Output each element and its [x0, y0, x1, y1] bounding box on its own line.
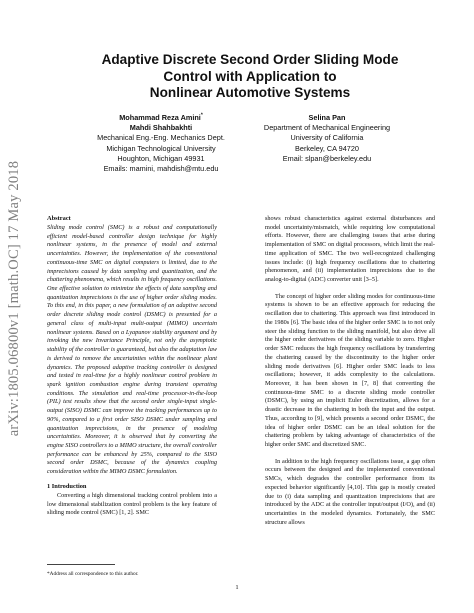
author-name-line	[86, 113, 236, 123]
author-block-berkeley	[257, 113, 397, 164]
author-block-mtu	[86, 113, 236, 174]
paper-title	[60, 52, 440, 102]
left-column	[47, 215, 217, 518]
author-email: Emails: mamini, mahdish@mtu.edu	[103, 164, 219, 174]
body-paragraph: The concept of higher order sliding modes for continuous-time systems is shown to be an effective approach for reducing the oscillation due to chattering. This approach was first introduced in the 1980s [6]. The basic idea of the higher order SMC is to not only steer the sliding function to the sliding manifold, but also drive all the higher order derivatives of the sliding variable to zero. Higher order SMC reduces the high frequency oscillations by transferring the chattering caused by the discontinuity to the higher order sliding mode derivatives [6]. Higher order SMC leads to less oscillations; however, it adds complexity to the calculations. Moreover, it has been shown in [7, 8] that converting the continuous-time SMC to a discrete sliding mode controller (DSMC), by using an implicit Euler discretization, allows for a drastic decrease in the chattering in both the input and the output. Thus, according to [9], which presents a second order DSMC, the idea of higher order DSMC can be an ideal solution for the chattering problem by taking advantage of characteristics of the higher order SMC and discretized SMC.	[265, 292, 435, 448]
abstract-text: Sliding mode control (SMC) is a robust and computationally efficient model-based controller design technique for highly nonlinear systems, in the presence of model and external uncertainties. However, the implementation of the conventional continuous-time SMC on digital computers is limited, due to the imprecisions caused by data sampling and quantization, and the chattering phenomena, which results in high frequency oscillations. One effective solution to minimize the effects of data sampling and quantization imprecisions is the use of higher order sliding modes. To this end, in this paper, a new formulation of an adaptive second order discrete sliding mode control (DSMC) is presented for a general class of multi-input multi-output (MIMO) uncertain nonlinear systems. Based on a Lyapunov stability argument and by invoking the new Invariance Principle, not only the asymptotic stability of the controller is guaranteed, but also the adaptation law is derived to remove the uncertainties within the nonlinear plant dynamics. The proposed adaptive tracking controller is designed and tested in real-time for a highly nonlinear control problem in spark ignition combustion engine during transient operating conditions. The simulation and real-time processor-in-the-loop (PIL) test results show that the second order single-input single-output (SISO) DSMC can improve the tracking performances up to 90%, compared to a first order SISO DSMC under sampling and quantization imprecisions, in the presence of modeling uncertainties. Moreover, it is observed that by converting the engine SISO controllers to a MIMO structure, the overall controller performance can be enhanced by 25%, compared to the SISO second order DSMC, because of the dynamics coupling consideration within the MIMO DSMC formulation.	[47, 224, 217, 476]
affiliation-line: Michigan Technological University	[106, 143, 216, 153]
body-paragraph: In addition to the high frequency oscillations issue, a gap often occurs between the designed and the implemented conventional SMCs, which degrades the controller performance from its expected behavior significantly [4,10]. This gap is mostly created due to (i) data sampling and quantization imprecisions that are introduced by the ADC at the controller input/output (I/O), and (ii) uncertainties in the modeled dynamics. Fortunately, the SMC structure allows	[265, 457, 435, 526]
arxiv-id: arXiv:1805.06800v1 [math.OC] 17 May 2018	[6, 160, 23, 436]
abstract-heading: Abstract	[47, 215, 71, 222]
arxiv-stamp	[4, 148, 26, 448]
section-heading-introduction: 1 Introduction	[47, 482, 87, 490]
author-name: Mohammad Reza Amini	[119, 113, 201, 122]
affiliation-line: University of California	[290, 133, 364, 143]
author-email: Email: slpan@berkeley.edu	[282, 153, 372, 163]
affiliation-line: Houghton, Michigan 49931	[117, 153, 205, 163]
title-line: Nonlinear Automotive Systems	[149, 85, 351, 100]
right-column	[265, 215, 435, 527]
affiliation-line: Berkeley, CA 94720	[295, 143, 359, 153]
correspondence-mark: *	[200, 112, 203, 119]
page-number: 1	[235, 584, 239, 591]
author-name: Mahdi Shahbakhti	[129, 123, 193, 133]
introduction-paragraph: Converting a high dimensional tracking control problem into a low dimensional stabilization control problem is the key feature of sliding mode control (SMC) [1, 2]. SMC	[47, 491, 217, 517]
affiliation-line: Mechanical Eng.-Eng. Mechanics Dept.	[97, 133, 225, 143]
affiliation-line: Department of Mechanical Engineering	[263, 123, 391, 133]
body-paragraph: shows robust characteristics against external disturbances and model uncertainty/mismatch, while requiring low computational efforts. However, there are challenging issues that arise during implementation of SMC on digital processors, which limit the real-time application of SMC. The two well-recognized challenging issues include: (i) high frequency oscillations due to chattering phenomenon, and (ii) implementation imprecisions due to the analog-to-digital (ADC) converter unit [3–5].	[265, 215, 435, 284]
footnote: *Address all correspondence to this author.	[47, 571, 139, 577]
title-line: Adaptive Discrete Second Order Sliding Mode	[101, 52, 399, 67]
title-line: Control with Application to	[163, 68, 337, 84]
footnote-rule	[47, 564, 115, 565]
author-name: Selina Pan	[308, 113, 346, 122]
